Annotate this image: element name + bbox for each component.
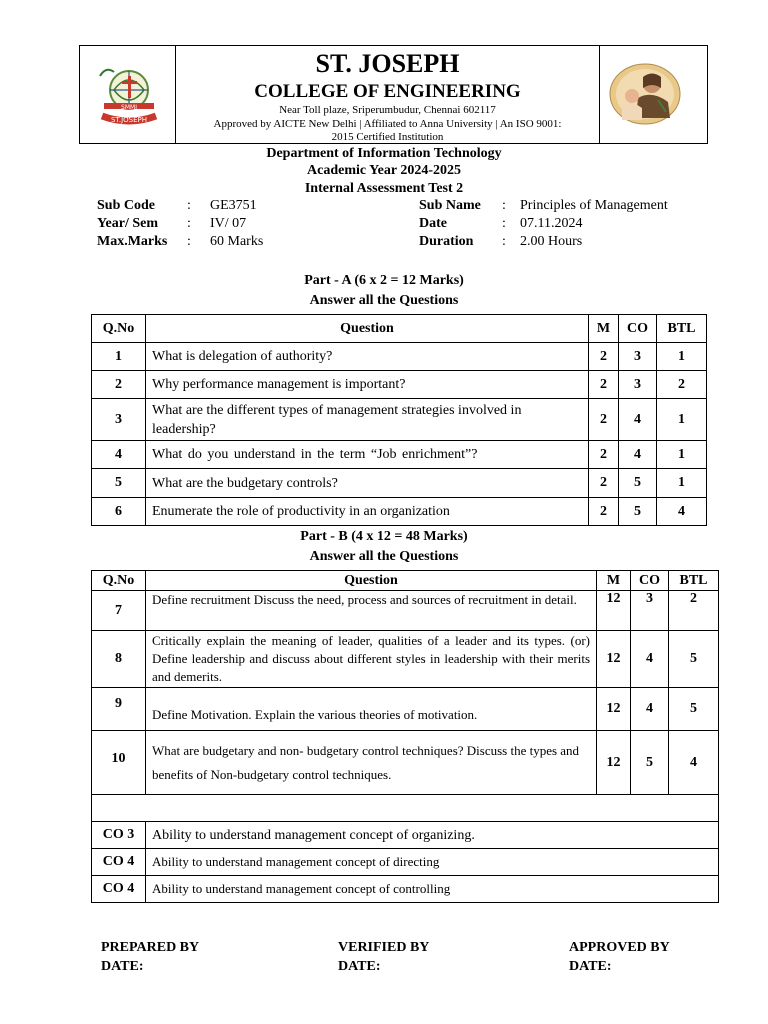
co-cell: 4 <box>631 688 669 731</box>
qno-cell: 1 <box>92 343 146 371</box>
table-row <box>92 631 719 688</box>
btl-cell: 4 <box>669 731 719 795</box>
sub-name-value: Principles of Management <box>520 198 668 213</box>
approved-by: APPROVED BY <box>569 940 670 955</box>
approved-date: DATE: <box>569 959 612 974</box>
table-row <box>92 498 707 526</box>
year-sem-sep: : <box>187 216 191 231</box>
max-marks-label: Max.Marks <box>97 234 168 249</box>
marks-cell: 2 <box>589 441 619 469</box>
part-b-instruction: Answer all the Questions <box>309 549 459 564</box>
college-subtitle: COLLEGE OF ENGINEERING <box>254 81 521 102</box>
question-cell: What are the budgetary controls? <box>146 469 589 498</box>
part-a-instruction: Answer all the Questions <box>309 293 459 308</box>
co-cell: 5 <box>619 469 657 498</box>
table-row <box>92 469 707 498</box>
marks-cell: 12 <box>597 591 631 631</box>
part-a-title: Part - A (6 x 2 = 12 Marks) <box>304 273 464 288</box>
question-cell: What do you understand in the term “Job enrichment”? <box>146 441 589 469</box>
co-cell: 5 <box>619 498 657 526</box>
test-name: Internal Assessment Test 2 <box>304 181 464 196</box>
question-cell: What is delegation of authority? <box>146 343 589 371</box>
outcome-row <box>92 876 719 903</box>
spacer-row <box>92 795 719 822</box>
year-sem-label: Year/ Sem <box>97 216 159 231</box>
table-row <box>92 591 719 631</box>
co-code-cell: CO 3 <box>92 822 146 849</box>
table-row <box>92 731 719 795</box>
date-value: 07.11.2024 <box>520 216 583 231</box>
co-cell: 3 <box>619 343 657 371</box>
co-code-cell: CO 4 <box>92 876 146 903</box>
btl-cell: 5 <box>669 631 719 688</box>
question-cell: Why performance management is important? <box>146 371 589 399</box>
logo-badge: SMMI <box>121 104 137 111</box>
prepared-date: DATE: <box>101 959 144 974</box>
exam-meta-right <box>419 198 709 252</box>
sub-name-sep: : <box>502 198 506 213</box>
college-logo <box>92 62 166 126</box>
btl-cell: 2 <box>669 591 719 631</box>
question-cell: What are budgetary and non- budgetary control techniques? Discuss the types and benefits of Non-budgetary control techniques. <box>146 731 597 795</box>
part-a-header-qno: Q.No <box>92 315 146 343</box>
part-b-title: Part - B (4 x 12 = 48 Marks) <box>300 529 468 544</box>
part-b-header-co: CO <box>631 571 669 591</box>
part-b-header-qno: Q.No <box>92 571 146 591</box>
duration-label: Duration <box>419 234 474 249</box>
verified-date: DATE: <box>338 959 381 974</box>
part-b-header-m: M <box>597 571 631 591</box>
marks-cell: 2 <box>589 469 619 498</box>
sub-code-value: GE3751 <box>210 198 257 213</box>
table-row <box>92 371 707 399</box>
question-cell: What are the different types of management strategies involved in leadership? <box>146 399 589 441</box>
marks-cell: 12 <box>597 688 631 731</box>
table-row <box>92 399 707 441</box>
patron-saint-image <box>608 62 682 126</box>
max-marks-value: 60 Marks <box>210 234 264 249</box>
co-cell: 4 <box>631 631 669 688</box>
qno-cell: 4 <box>92 441 146 469</box>
btl-cell: 2 <box>657 371 707 399</box>
co-cell: 3 <box>619 371 657 399</box>
outcome-row <box>92 822 719 849</box>
qno-cell: 7 <box>92 591 146 631</box>
sub-code-sep: : <box>187 198 191 213</box>
qno-cell: 6 <box>92 498 146 526</box>
marks-cell: 2 <box>589 399 619 441</box>
question-cell: Enumerate the role of productivity in an organization <box>146 498 589 526</box>
btl-cell: 1 <box>657 469 707 498</box>
max-marks-sep: : <box>187 234 191 249</box>
header-right-divider <box>599 46 600 143</box>
logo-text: ST.JOSEPH <box>110 116 148 124</box>
department: Department of Information Technology <box>266 146 502 161</box>
qno-cell: 2 <box>92 371 146 399</box>
co-description-cell: Ability to understand management concept of organizing. <box>146 822 719 849</box>
question-cell: Define recruitment Discuss the need, process and sources of recruitment in detail. <box>146 591 597 631</box>
btl-cell: 1 <box>657 441 707 469</box>
year-sem-value: IV/ 07 <box>210 216 247 231</box>
co-code-cell: CO 4 <box>92 849 146 876</box>
btl-cell: 5 <box>669 688 719 731</box>
prepared-by: PREPARED BY <box>101 940 200 955</box>
co-cell: 4 <box>619 441 657 469</box>
btl-cell: 1 <box>657 399 707 441</box>
college-name: ST. JOSEPH <box>315 49 460 78</box>
marks-cell: 2 <box>589 371 619 399</box>
table-row <box>92 688 719 731</box>
co-cell: 5 <box>631 731 669 795</box>
outcome-row <box>92 849 719 876</box>
header-box <box>79 45 708 144</box>
empty-cell <box>92 795 719 822</box>
qno-cell: 8 <box>92 631 146 688</box>
co-description-cell: Ability to understand management concept of controlling <box>146 876 719 903</box>
table-row <box>92 441 707 469</box>
marks-cell: 2 <box>589 343 619 371</box>
question-cell: Define Motivation. Explain the various theories of motivation. <box>146 688 597 731</box>
date-sep: : <box>502 216 506 231</box>
part-b-header-question: Question <box>146 571 597 591</box>
btl-cell: 1 <box>657 343 707 371</box>
co-description-cell: Ability to understand management concept of directing <box>146 849 719 876</box>
part-a-header-co: CO <box>619 315 657 343</box>
exam-meta-left <box>97 198 397 252</box>
qno-cell: 3 <box>92 399 146 441</box>
part-a-header-question: Question <box>146 315 589 343</box>
qno-cell: 9 <box>92 688 146 731</box>
part-b-table <box>91 570 719 903</box>
academic-year: Academic Year 2024-2025 <box>307 163 461 178</box>
question-cell: Critically explain the meaning of leader, qualities of a leader and its types. (or) Define leadership and discuss about different styles in leadership with their merits and demerits. <box>146 631 597 688</box>
co-cell: 4 <box>619 399 657 441</box>
duration-sep: : <box>502 234 506 249</box>
part-a-header-m: M <box>589 315 619 343</box>
qno-cell: 5 <box>92 469 146 498</box>
part-a-table <box>91 314 707 526</box>
qno-cell: 10 <box>92 731 146 795</box>
co-cell: 3 <box>631 591 669 631</box>
marks-cell: 2 <box>589 498 619 526</box>
college-approval: Approved by AICTE New Delhi | Affiliated to Anna University | An ISO 9001: 2015 Certified Institution <box>213 118 562 143</box>
college-address: Near Toll plaze, Sriperumbudur, Chennai 602117 <box>279 104 496 116</box>
table-row <box>92 343 707 371</box>
date-label: Date <box>419 216 447 231</box>
part-a-header-btl: BTL <box>657 315 707 343</box>
marks-cell: 12 <box>597 731 631 795</box>
btl-cell: 4 <box>657 498 707 526</box>
duration-value: 2.00 Hours <box>520 234 583 249</box>
sub-code-label: Sub Code <box>97 198 155 213</box>
part-b-header-btl: BTL <box>669 571 719 591</box>
sub-name-label: Sub Name <box>419 198 481 213</box>
marks-cell: 12 <box>597 631 631 688</box>
verified-by: VERIFIED BY <box>338 940 430 955</box>
